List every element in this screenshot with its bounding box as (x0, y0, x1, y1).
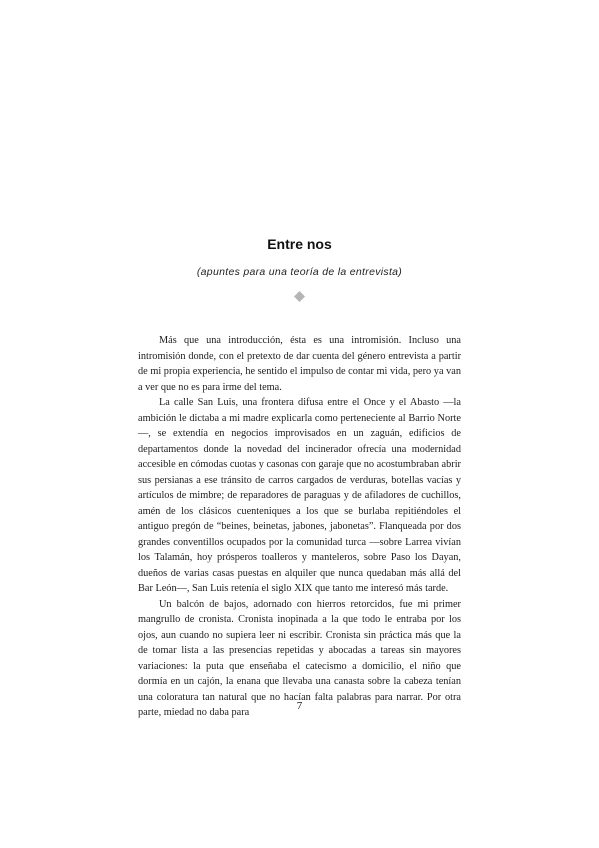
chapter-subtitle: (apuntes para una teoría de la entrevista) (196, 266, 403, 278)
paragraph: Más que una introducción, ésta es una intromisión. Incluso una intromisión donde, con el pretexto de dar cuenta del género entrevista a partir de mi propia experiencia, he sentido el impulso de contar mi vida, pero ya van a ver que no es para irme del tema. (138, 335, 461, 393)
diamond-ornament-icon (294, 291, 305, 302)
paragraph: Un balcón de bajos, adornado con hierros retorcidos, fue mi primer mangrullo de cronista. Cronista inopinada a la que todo le entraba por los ojos, aun cuando no supiera leer ni escribir. Cronista sin práctica más que la de tomar lista a las presencias repetidas y abocadas a tareas sin mayores variaciones: la puta que enseñaba el catecismo a domicilio, el niño que dormía en un cajón, la enana que llevaba una canasta sobre la cabeza tenían una coloratura tan natural que no hacían falta palabras para narrar. Por otra parte, miedad no daba para (138, 598, 461, 718)
chapter-title: Entre nos (267, 236, 332, 252)
paragraph: La calle San Luis, una frontera difusa entre el Once y el Abasto —la ambición le dictaba a mi madre explicarla como perteneciente al Barrio Norte—, se extendía en negocios improvisados en un zaguán, edificios de departamentos donde la novedad del incinerador ofrecía una modernidad accesible en cómodas cuotas y casonas con garaje que no acostumbraban abrir sus persianas a ese tránsito de carros cargados de verduras, botellas vacías y artículos de mimbre; de reparadores de paraguas y de afiladores de cuchillos, amén de los clásicos cuenteniques a los que se burlaba repitiéndoles el antiguo pregón de “beines, beinetas, jabones, jabonetas”. Flanqueada por dos grandes conventillos ocupados por la comunidad turca —sobre Larrea vivían los Talamán, hoy prósperos toalleros y manteleros, sobre Paso los Dayan, dueños de varias casas puestas en alquiler que nunca quedaban más allá del Bar León—, San Luis retenía el siglo XIX que tanto me interesó más tarde. (138, 397, 461, 594)
page-number: 7 (296, 700, 303, 712)
body-text (138, 333, 461, 721)
